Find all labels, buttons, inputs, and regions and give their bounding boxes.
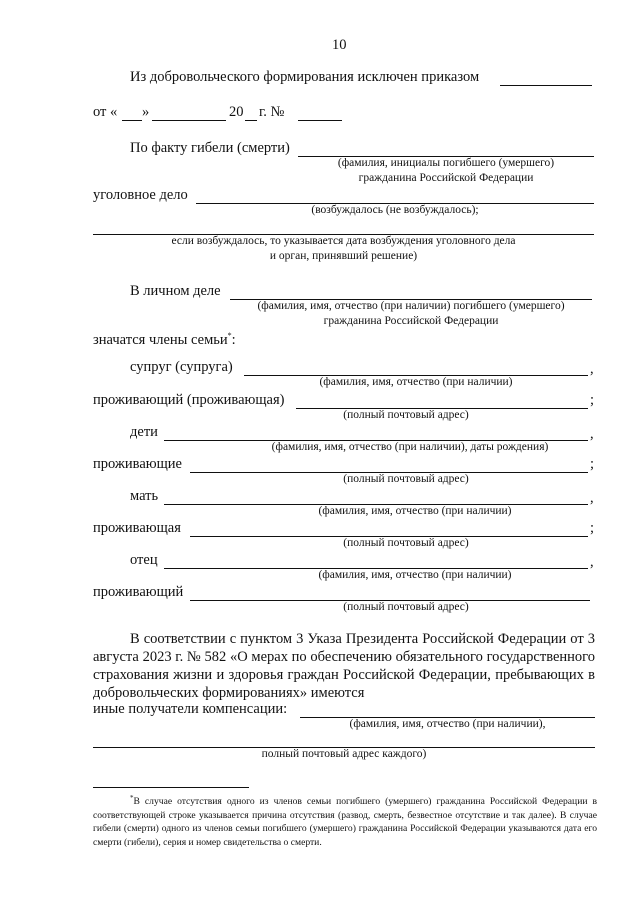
children-label: дети [130,424,158,440]
spouse-label: супруг (супруга) [130,359,233,375]
criminal-case-hint: (возбуждалось (не возбуждалось); [311,204,479,216]
mother-address-hint: (полный почтовый адрес) [343,537,469,549]
death-hint-1: (фамилия, инициалы погибшего (умершего) [337,157,555,169]
footnote-mark: * [130,794,134,802]
page-number: 10 [332,37,347,53]
personal-file-hint-2: гражданина Российской Федерации [323,315,499,327]
mother-address-label: проживающая [93,520,181,536]
personal-file-label: В личном деле [130,283,221,299]
spouse-address-hint: (полный почтовый адрес) [343,409,469,421]
mother-address-end: ; [590,520,595,536]
order-num-field[interactable] [298,120,342,121]
recipients-hint-2: полный почтовый адрес каждого) [261,748,427,760]
death-hint-2: гражданина Российской Федерации [358,172,534,184]
order-day-field[interactable] [122,120,142,121]
order-quote-close: » [142,104,150,120]
criminal-case-note-1: если возбуждалось, то указывается дата возбуждения уголовного дела [171,235,516,247]
order-year-suffix: г. № [259,104,285,120]
spouse-address-end: ; [590,392,595,408]
family-members-label [93,331,236,349]
mother-label: мать [130,488,159,504]
children-end: , [590,426,594,442]
children-address-hint: (полный почтовый адрес) [343,473,469,485]
children-address-end: ; [590,456,595,472]
order-from-prefix: от « [93,104,118,120]
criminal-case-note-2: и орган, принявший решение) [269,250,418,262]
order-text: Из добровольческого формирования исключен приказом [130,69,480,85]
father-address-label: проживающий [93,584,184,600]
children-hint: (фамилия, имя, отчество (при наличии), даты рождения) [271,441,549,453]
personal-file-hint-1: (фамилия, имя, отчество (при наличии) погибшего (умершего) [257,300,565,312]
order-year-field[interactable] [245,120,257,121]
father-end: , [590,554,594,570]
spouse-address-label: проживающий (проживающая) [93,392,285,408]
spouse-end: , [590,361,594,377]
recipients-hint-1: (фамилия, имя, отчество (при наличии), [349,718,546,730]
order-month-field[interactable] [152,120,226,121]
footnote-separator [93,787,249,788]
footnote-text: В случае отсутствия одного из членов семьи погибшего (умершего) гражданина Российской Федерации в соответствующей строке указывается причина отсутствия (развод, смерть, безвестное отсутствие и так далее). В случае гибели (смерти) одного из членов семьи погибшего (умершего) гражданина Российской Федерации указываются дата его смерти (гибели), серия и номер свидетельства о смерти. [93,796,597,848]
compensation-paragraph: В соответствии с пунктом 3 Указа Президента Российской Федерации от 3 августа 2023 г. № 582 «О мерах по обеспечению обязательного государственного страхования жизни и здоровья граждан Российской Федерации, пребывающих в добровольческих формированиях» имеются [93,631,595,701]
father-address-hint: (полный почтовый адрес) [343,601,469,613]
children-address-label: проживающие [93,456,182,472]
father-hint: (фамилия, имя, отчество (при наличии) [318,569,512,581]
family-members-text: значатся члены семьи [93,331,228,348]
order-number-field[interactable] [500,85,592,86]
mother-hint: (фамилия, имя, отчество (при наличии) [318,505,512,517]
order-year-prefix: 20 [229,104,244,120]
footnote-ref: * [227,331,232,340]
mother-end: , [590,490,594,506]
recipients-label: иные получатели компенсации: [93,701,288,717]
footnote [93,792,597,849]
spouse-hint: (фамилия, имя, отчество (при наличии) [319,376,513,388]
family-members-colon: : [231,331,236,348]
father-label: отец [130,552,158,568]
death-label: По факту гибели (смерти) [130,140,290,156]
criminal-case-label: уголовное дело [93,187,188,203]
